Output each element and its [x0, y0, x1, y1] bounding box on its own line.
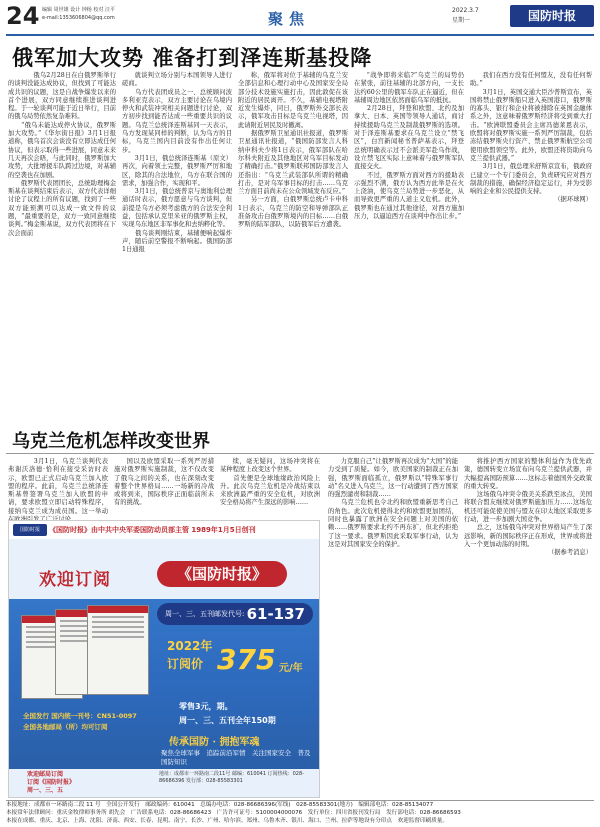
page-footer	[6, 800, 594, 826]
article2-rule	[6, 453, 594, 454]
ad-year: 2022年	[167, 639, 213, 653]
article1-column-4	[354, 72, 464, 422]
ad-title-banner: 《国防时报》	[157, 561, 287, 587]
article2-column-5	[464, 458, 592, 798]
ad-slogan-sub: 聚焦全球军事 追踪前沿军情 关注国家安全 普及国防知识	[161, 749, 311, 766]
article1-column-3	[238, 72, 348, 422]
ad-newspaper-stack	[21, 605, 151, 703]
article1-column-1	[8, 72, 116, 422]
ad-price: 375	[217, 643, 276, 676]
article2-text-4: 力克服自己”让俄罗斯再次成为“大国”的能力受到了质疑。如今，欧美国家的制裁正在加强，俄罗斯面临孤立，俄罗斯以“特殊军事行动”名义进入乌克兰，这一行动遭到了西方国家的强烈谴责和制裁…… 乌克兰危机也令北约和欧盟重新思考自己的角色。此次危机使得北约和欧盟更加团结，同时也暴露了欧洲在安全问题上对美国的依赖……俄罗斯要求北约不再东扩，但北约拒绝了这一要求。俄罗斯因此采取军事行动，认为这是对其国家安全的保护。	[328, 458, 458, 548]
ad-subscribe-info	[27, 771, 75, 795]
article1-headline: 俄军加大攻势 准备打到泽连斯基投降	[12, 46, 373, 70]
ad-subscribe-line: 订阅《国防时报》	[27, 779, 76, 786]
article1-column-5	[470, 72, 592, 422]
ad-top-banner	[9, 521, 319, 539]
ad-top-text: 《国防时报》由中共中央军委国防动员部主管 1989年1月5日创刊	[49, 526, 256, 534]
page-number: 24	[6, 2, 40, 30]
ad-retail-price: 零售3元，期。	[179, 702, 233, 711]
ad-postal-label: 周一、三、五刊邮发代号:	[165, 610, 245, 618]
editor-credits	[42, 6, 152, 22]
ad-postal-code-pill	[157, 603, 313, 625]
ad-postal-code: 61-137	[246, 605, 305, 623]
article2-text-1: 3月1日，乌克兰谈判代表弗谢沃洛德·恰利在接受采访时表示，欧盟已正式启动乌克兰加入欧盟的程序。此前，乌克兰总统泽连斯基曾签署乌克兰加入欧盟的申请，要求欧盟立即启动特殊程序，接纳乌克兰成为成员国。这一举动	[8, 458, 108, 515]
ad-slogan: 传承国防 · 拥抱军魂	[169, 737, 260, 748]
article1-text-5: 我们在西方没有任何盟友，没有任何帮助。” 3月1日，英国交通大臣沙普斯宣布，英国将禁止俄罗斯船只进入英国港口，俄罗斯的寡头、银行和企业将被排除在英国金融体系之外，这意味着俄罗斯经济将受到重大打击。“欧洲联盟委员会主席冯德莱恩表示，欧盟将对俄罗斯实施一系列严厉制裁，包括冻结俄罗斯央行资产、禁止俄罗斯航空公司使用欧盟领空等。此外，欧盟还将资助向乌克兰提供武器。” 3月1日，俄总理米舒斯京宣布，俄政府已建立一个专门委员会，负责研究应对西方制裁的措施，确保经济稳定运行，并为受影响的企业和公民提供支持。	[470, 72, 592, 196]
footer-line: 本报常年法律顾问：重庆金牧律师事务所 胡先会 广告联系电话：028-86686423 广告许可证号：5100004000076 发行单位：四川省报刊发行局 发行部电话：028-86686593	[6, 810, 461, 817]
editor-line: 编辑 周世雄 设计 钟杨 校对 汪平	[42, 7, 115, 13]
article2-headline: 乌克兰危机怎样改变世界	[12, 431, 210, 452]
article2-column-4	[328, 458, 458, 798]
ad-price-label: 订阅价	[167, 657, 204, 671]
ad-distribution-info	[23, 711, 137, 733]
masthead-logo: 国防时报	[510, 5, 594, 27]
article1-text-4: “战争即将来临?”乌克兰的局势仍在紧张，前往基辅的北部方向，一支长达约60公里的俄军车队正在逼近，但在基辅周边地区依然面临乌军的抵抗。 2月28日，拜登和欧盟、北约及加拿大、日本、英国等领导人通话，商讨持续援助乌克兰及制裁俄罗斯的选项。对于泽连斯基要求在乌克兰设立“禁飞区”，白宫新闻秘书普萨基表示，拜登总统明确表示过不会派美军赴乌作战，设立禁飞区实际上意味着与俄罗斯军队直接交火。 不过，俄罗斯方面对西方的援助表示强烈不满，俄方认为西方此举是在火上浇油，使乌克兰局势进一步恶化，从而导致更严重的人道主义危机。此外，俄罗斯也在通过其他途径，对西方施加压力，以逼迫西方在谈判中作出让步。”	[354, 72, 464, 221]
date-text: 2022.3.7	[452, 7, 479, 14]
article2-signature: （据参考消息）	[547, 549, 592, 557]
article1-text-3: 称，俄军将对位于基辅的乌克兰安全部信息和心理行动中心及国家安全局部分技术设施实施打击，因此敦促在该附近的居民离开。不久，基辅电视塔附近发生爆炸，同日，俄罗斯外交部长表示，俄军攻击目标是乌克兰电视塔，因此请附近居民及时撤离。 据俄罗斯卫星通讯社报道，俄罗斯卫星通讯社报道，“俄国防部发言人科纳申科夫少将1日表示，俄军部队在哈尔科夫附近及其他地区对乌军目标发动了精确打击。”俄罗斯联邦国防部发言人还指出：“乌克兰武装部队所谓的精确打击，是对乌军事目标的打击……乌克兰方面目前尚未在公众领域发布反应。” 另一方面，白俄罗斯总统卢卡申科1日表示，乌克兰的防空和导弹部队正准备攻击白俄罗斯境内的目标……白俄罗斯的陆军部队，以防俄军后方遭袭。	[238, 72, 348, 229]
weekday-text: 星期一	[452, 17, 471, 24]
ad-price-box	[167, 637, 307, 693]
ad-info-line: 全国发行 国内统一刊号：CN51-0097	[23, 712, 137, 720]
ad-bottom-bar	[9, 769, 319, 797]
ad-issue-count: 周一、三、五刊全年150期	[179, 716, 276, 725]
ad-price-unit: 元/年	[279, 663, 303, 674]
ad-main-panel	[9, 539, 319, 769]
header-rule	[6, 34, 594, 36]
article2-column-1	[8, 458, 108, 518]
section-title: 聚焦	[268, 10, 311, 28]
page-header	[0, 0, 600, 38]
footer-line: 本报在成都、重庆、北京、上海、沈阳、济南、西安、长春、昆明、南宁、长沙、广州、哈尔滨、郑州、乌鲁木齐、银川、海口、兰州、拉萨等地设有分印点 欢迎监督印刷质量。	[6, 818, 448, 825]
article2-text-3: 续，毫无疑问，这场冲突将在某种程度上改变这个世界。 首先便是全球地缘政治风险上升。此次乌克兰危机是冷战结束以来欧洲最严重的安全危机，对欧洲安全格局将产生深远的影响……	[220, 458, 320, 507]
newspaper-thumb	[87, 605, 149, 695]
footer-line: 本报地址：成都市一环路南二段 11 号 全国公开发行 邮政编码：610041 总编办电话：028-86686396(军线) 028-85583301(地方) 编辑部电话：028-85134077	[6, 802, 434, 808]
article2-column-2	[114, 458, 214, 518]
ad-title-welcome: 欢迎订阅	[39, 570, 111, 590]
issue-date	[452, 6, 479, 26]
ad-subscribe-line: 周一、三、五	[27, 787, 64, 794]
article1-text-1: 俄乌2月28日在白俄罗斯举行的谈判没能达成协议，但找到了可能达成共识的议题，这是自战争爆发以来的首个进展，双方同意继续推进谈判进程。于一轮谈判可能于近日举行，目前的俄乌局势依然复杂难料。 “俄乌未能达成停火协议，俄罗斯加大攻势。”《华尔街日报》3月1日报道称，俄乌首次会谈没有立即达成任何协议，但表示取得一些进展，同意未来几天再次会晤，与此同时，俄罗斯加大攻势，大批增援车队跨过边境，对基辅的空袭也在加剧。 俄罗斯代表团团长，总统助理梅金斯基在谈判结束后表示，双方代表详细讨论了议程上的所有议题，找到了一些双方能预测可以达成一致文件的议题，“最重要的是，双方一致同意继续谈判。”梅金斯基说，双方代表团将在下次会面前	[8, 72, 116, 237]
subscription-ad	[8, 520, 320, 798]
ad-small-logo: 国防时报	[13, 524, 47, 536]
ad-contact-info: 地址：成都市一环路南二段11号 邮编：610041 订阅热线：028-86686396 发行部：028-85583301	[159, 771, 304, 784]
article1-signature: （据环球网）	[554, 196, 592, 204]
article1-text-2: 就谈判立场分别与本国领导人进行磋商。 乌方代表团成员之一、总统顾问波多利亚克表示，双方主要讨论在乌境内停火和武装冲突相关问题进行讨论，双方初步找到能否达成一些重要共识的议题。乌克兰总统泽连斯基同一天表示，乌方发现某同样的判断，认为乌方的目标，乌克兰国内目前没有作出任何让步。 3月1日，俄总统泽连斯基（原文）再次，向着领土完整，俄罗斯严厉和地区，除其的合法地位，乌方在联合国的需求，加强合作，实现和平。 3月1日，俄总统普京与奥地利总理通话时表示，俄方愿意与乌方谈判，但前提是乌方必须考虑俄方的合法安全利益，包括承认克里米亚的俄罗斯主权，实现乌东地区非军事化和去纳粹化等。 俄乌谈判刚结束，基辅便响起爆炸声，随后前空警报不断响起。俄国防部1日通报	[122, 72, 232, 254]
article1-column-2	[122, 72, 232, 422]
ad-info-line: 全国各地邮局（所）均可订阅	[23, 723, 108, 731]
ad-subscribe-line: 欢迎邮局订阅	[27, 771, 64, 778]
article2-text-5: 将推护西方国家的整体利益作为优先政策，德国转变立场宣布向乌克兰提供武器，并大幅提高国防预算……这标志着德国外交政策的重大转变。 这场俄乌冲突令俄美关系跌至冰点，美国将联合盟友继续对俄罗斯施加压力……这场危机还可能促使美国与盟友在印太地区采取更多行动，进一步加剧大国竞争。 总之，这场俄乌冲突对世界格局产生了深远影响，新的国际秩序正在形成，世界或将进入一个更加动荡的时期。	[464, 458, 592, 548]
article2-column-3	[220, 458, 320, 518]
editor-email: e-mail:1353606804@qq.com	[42, 15, 115, 21]
article2-text-2: 国以及欧盟采取一系列严厉措施对俄罗斯实施制裁，这不仅改变了俄乌之间的关系，也在深刻改变着整个世界格局……一场新的冷战或将到来，国际秩序正面临前所未有的挑战。	[114, 458, 214, 507]
